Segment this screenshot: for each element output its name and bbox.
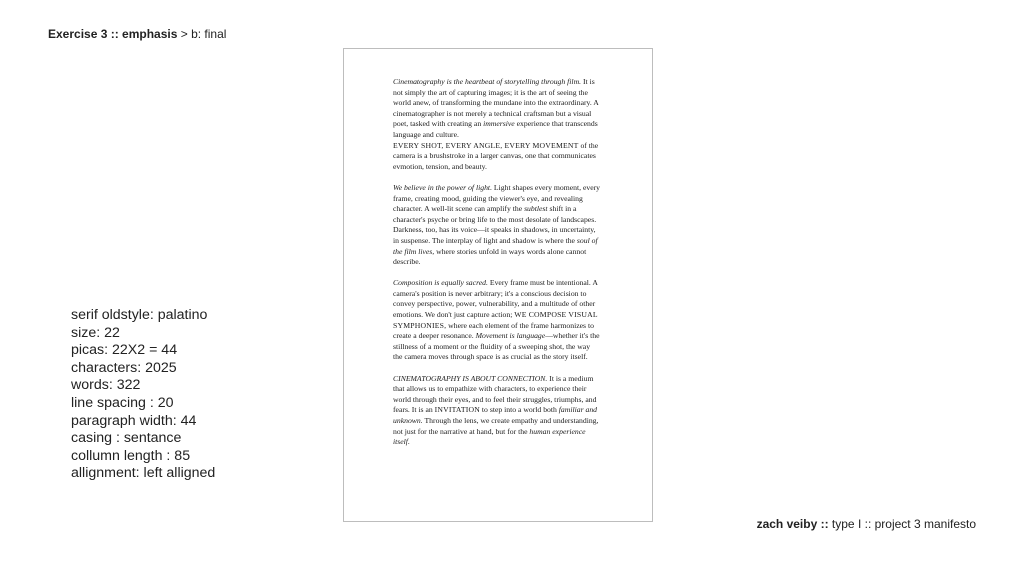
emphasis: Composition is equally sacred. <box>393 278 488 288</box>
emphasis: subtlest <box>524 204 548 214</box>
body-text: It is not simply the art of capturing images; it is the art of seeing the world anew, of transforming the mundane into the extraordinary. A cinematographer is not merely a technical craftsman but a visual poet, tasked with creating an <box>393 77 599 129</box>
body-text: shift in a character's psyche or bring life to the most desolate of landscapes. Darkness, too, has its voice—it speaks in shadows, in uncertainty, in suspense. The interplay of light and shadow is where the <box>393 204 597 245</box>
body-text: of the camera is a brushstroke in a larger canvas, one that communicates evmotion, tension, and beauty. <box>393 140 599 171</box>
body-text: —whether it's the stillness of a moment or the fluidity of a sweeping shot, the way the camera moves through space is as crucial as the story itself. <box>393 331 600 362</box>
paragraph-connection <box>393 374 601 448</box>
body-text: experience that transcends language and culture. <box>393 119 598 139</box>
spec-line: picas: 22X2 = 44 <box>71 342 178 359</box>
spec-line: allignment: left alligned <box>71 465 216 482</box>
manifesto-page <box>343 48 653 522</box>
typography-specs <box>71 307 215 483</box>
spec-line: size: 22 <box>71 324 120 341</box>
body-text: where each element of the frame harmonizes to create a deeper resonance. <box>393 320 594 341</box>
body-text: to step into a world both <box>480 405 559 415</box>
manifesto-text <box>393 77 601 458</box>
spec-line: collumn length : 85 <box>71 447 191 464</box>
caps-emphasis: EVERY SHOT, EVERY ANGLE, EVERY MOVEMENT <box>393 140 579 150</box>
spec-line: characters: 2025 <box>71 359 177 376</box>
emphasis: We believe in the power of light. <box>393 182 492 192</box>
emphasis: Cinematography is the heartbeat of storytelling through film. <box>393 77 582 86</box>
exercise-title-rest: > b: final <box>177 27 227 41</box>
project-credit <box>757 517 976 531</box>
spec-line: words: 322 <box>71 377 141 394</box>
project-label: type I :: project 3 manifesto <box>828 517 976 531</box>
exercise-title <box>48 27 226 41</box>
emphasis: immersive <box>483 119 515 129</box>
emphasis: CINEMATOGRAPHY IS ABOUT CONNECTION. <box>393 373 548 383</box>
emphasis: human experience itself. <box>393 426 586 447</box>
body-text: It is a medium that allows us to empathize with characters, to experience their world through their eyes, and to feel their struggles, triumphs, and fears. It is an <box>393 373 597 415</box>
body-text: where stories unfold in ways words alone cannot describe. <box>393 246 587 267</box>
spec-line: casing : sentance <box>71 430 182 447</box>
spec-line: paragraph width: 44 <box>71 412 197 429</box>
emphasis: familiar and unknown. <box>393 405 598 425</box>
paragraph-composition <box>393 278 601 363</box>
paragraph-cinematography <box>393 77 601 172</box>
body-text: Through the lens, we create empathy and understanding, not just for the narrative at hand, but for the <box>393 416 599 436</box>
body-text: Every frame must be intentional. A camera's position is never arbitrary; it's a conscious decision to convey perspective, power, vulnerability, and a multitude of other emotions. We don't just capture action; <box>393 278 598 320</box>
caps-emphasis: WE COMPOSE VISUAL SYMPHONIES, <box>393 310 598 330</box>
paragraph-light <box>393 183 601 268</box>
emphasis: soul of the film lives, <box>393 235 598 256</box>
exercise-title-bold: Exercise 3 :: emphasis <box>48 27 178 41</box>
caps-emphasis: INVITATION <box>434 405 480 415</box>
spec-line: serif oldstyle: palatino <box>71 307 208 323</box>
author-name: zach veiby :: <box>756 517 829 531</box>
body-text: Light shapes every moment, every frame, creating mood, guiding the viewer's eye, and revealing character. A well-lit scene can amplify the <box>393 182 601 214</box>
spec-line: line spacing : 20 <box>71 394 174 411</box>
emphasis: Movement is language <box>475 331 546 341</box>
